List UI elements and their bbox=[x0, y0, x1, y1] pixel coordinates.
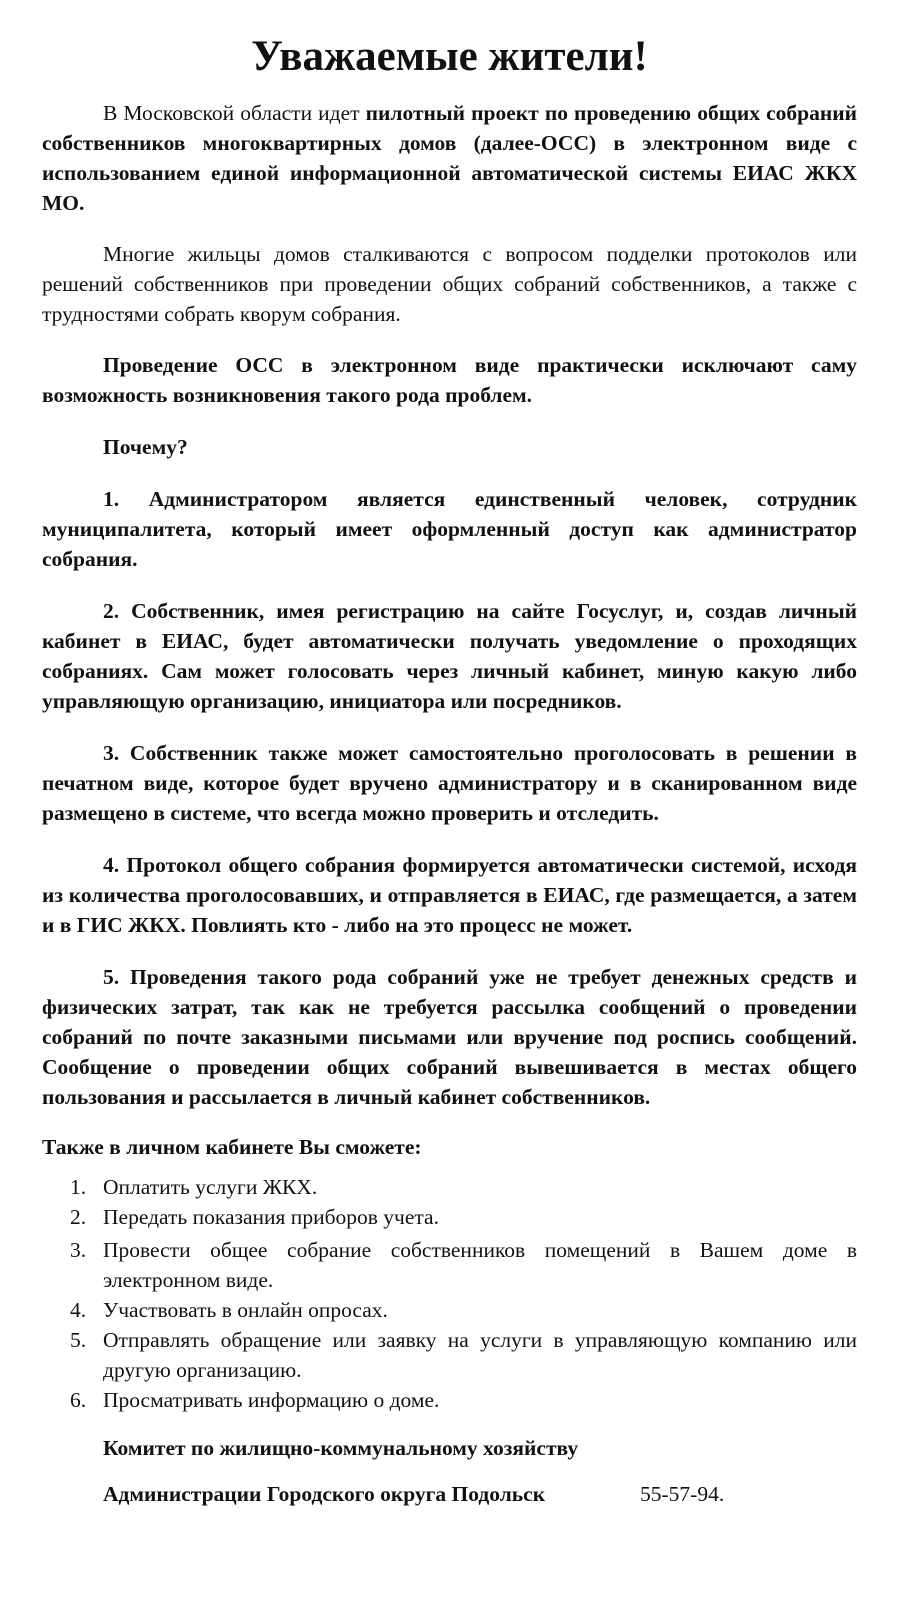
features-heading: Также в личном кабинете Вы сможете: bbox=[42, 1135, 422, 1159]
feature-text: Участвовать в онлайн опросах. bbox=[103, 1298, 388, 1322]
signature-committee: Комитет по жилищно-коммунальному хозяйству bbox=[103, 1436, 579, 1460]
problem-paragraph: Многие жильцы домов сталкиваются с вопросом подделки протоколов или решений собственников при проведении общих собраний собственников, а также с трудностями собрать кворум собрания. bbox=[42, 242, 857, 326]
document-title: Уважаемые жители! bbox=[251, 33, 648, 80]
reason-paragraph: 5. Проведения такого рода собраний уже не требует денежных средств и физических затрат, так как не требуется рассылка сообщений о проведении собраний по почте заказными письмами или вручение под роспись сообщений. Сообщение о проведении общих собраний вывешивается в местах общего пользования и рассылается в личный кабинет собственников. bbox=[42, 965, 857, 1109]
claim-paragraph: Проведение ОСС в электронном виде практически исключают саму возможность возникновения такого рода проблем. bbox=[42, 353, 857, 407]
feature-number: 3. bbox=[70, 1238, 87, 1262]
feature-number: 1. bbox=[70, 1175, 87, 1199]
feature-text: Передать показания приборов учета. bbox=[103, 1205, 439, 1229]
contact-phone: 55-57-94. bbox=[640, 1482, 725, 1506]
feature-item bbox=[42, 1235, 857, 1295]
feature-text: Отправлять обращение или заявку на услуги в управляющую компанию или другую организацию. bbox=[103, 1328, 857, 1382]
intro-plain-text: В Московской области идет bbox=[103, 101, 366, 125]
features-list bbox=[42, 1172, 857, 1415]
feature-item bbox=[42, 1202, 857, 1232]
reason-paragraph: 2. Собственник, имея регистрацию на сайте Госуслуг, и, создав личный кабинет в ЕИАС, будет автоматически получать уведомление о проходящих собраниях. Сам может голосовать через личный кабинет, миную какую либо управляющую организацию, инициатора или посредников. bbox=[42, 599, 857, 713]
feature-number: 5. bbox=[70, 1328, 87, 1352]
intro-bold-text: пилотный проект по проведению общих собраний собственников многоквартирных домов (далее-ОСС) в электронном виде с использованием единой информационной автоматической системы ЕИАС ЖКХ МО. bbox=[42, 101, 857, 215]
feature-text: Оплатить услуги ЖКХ. bbox=[103, 1175, 318, 1199]
signature-administration: Администрации Городского округа Подольск bbox=[103, 1482, 546, 1506]
why-heading: Почему? bbox=[103, 435, 188, 459]
feature-text: Просматривать информацию о доме. bbox=[103, 1388, 440, 1412]
feature-text: Провести общее собрание собственников помещений в Вашем доме в электронном виде. bbox=[103, 1238, 857, 1292]
signature-administration-line bbox=[42, 1479, 857, 1509]
reason-paragraph: 3. Собственник также может самостоятельно проголосовать в решении в печатном виде, которое будет вручено администратору и в сканированном виде размещено в системе, что всегда можно проверить и отследить. bbox=[42, 741, 857, 825]
reason-paragraph: 1. Администратором является единственный человек, сотрудник муниципалитета, который имеет оформленный доступ как администратор собрания. bbox=[42, 487, 857, 571]
feature-item bbox=[42, 1325, 857, 1385]
feature-number: 2. bbox=[70, 1205, 87, 1229]
intro-paragraph bbox=[42, 98, 857, 218]
feature-item bbox=[42, 1385, 857, 1415]
feature-item bbox=[42, 1172, 857, 1202]
reason-paragraph: 4. Протокол общего собрания формируется автоматически системой, исходя из количества проголосовавших, и отправляется в ЕИАС, где размещается, а затем и в ГИС ЖКХ. Повлиять кто - либо на это процесс не может. bbox=[42, 853, 857, 937]
feature-number: 4. bbox=[70, 1298, 87, 1322]
feature-item bbox=[42, 1295, 857, 1325]
feature-number: 6. bbox=[70, 1388, 87, 1412]
